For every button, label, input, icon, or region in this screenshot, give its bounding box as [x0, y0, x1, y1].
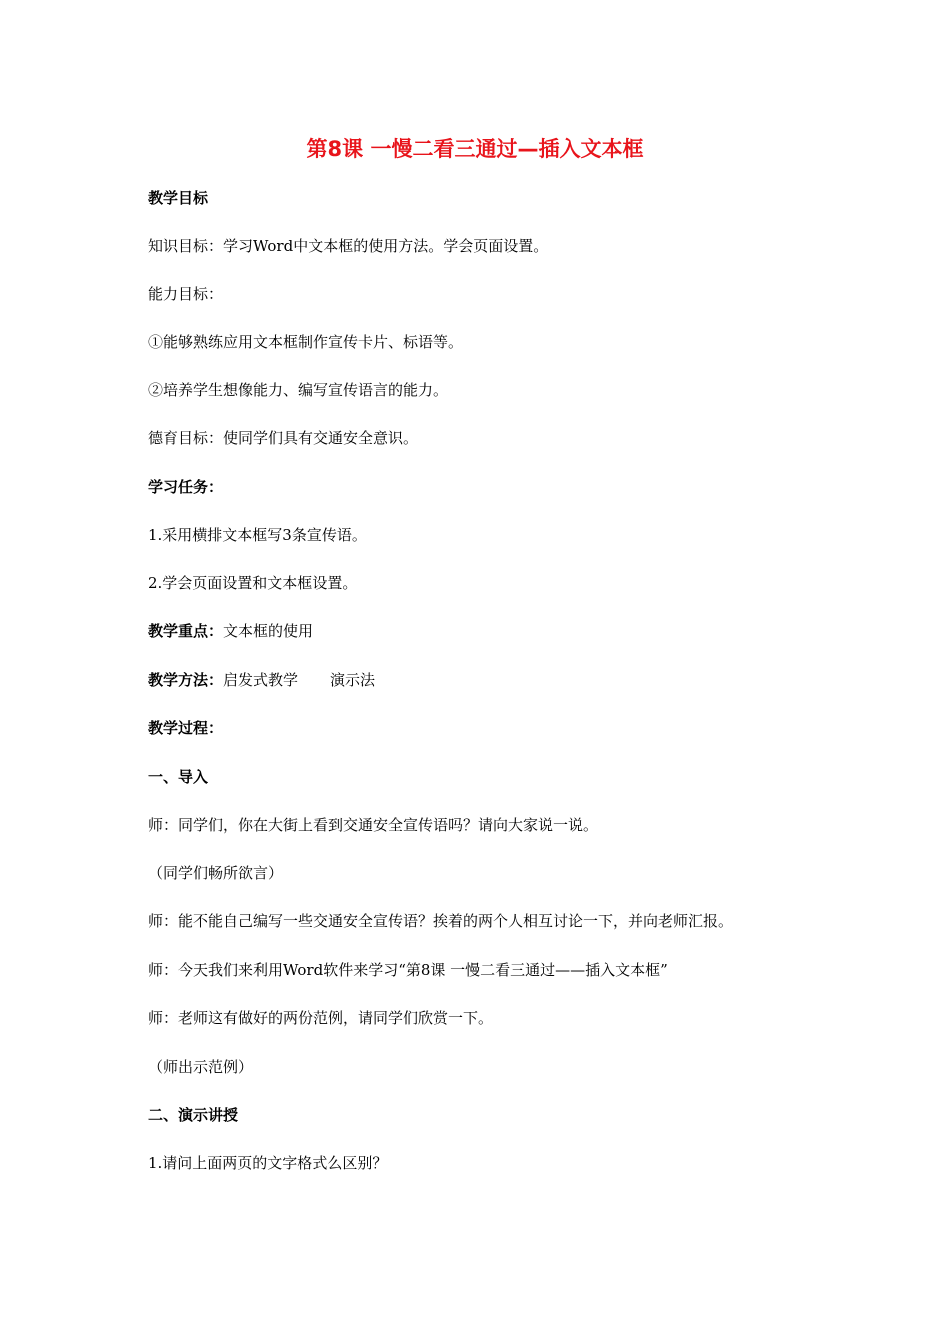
paragraph-4: 师：今天我们来利用Word软件来学习“第8课 一慢二看三通过——插入文本框” — [148, 961, 668, 979]
teaching-focus — [148, 621, 313, 641]
ability-goal: 能力目标： — [148, 285, 224, 303]
teaching-method — [148, 670, 375, 690]
teaching-method-value-1: 启发式教学 — [223, 671, 299, 689]
section-1-heading: 一、导入 — [148, 768, 209, 786]
paragraph-6: （师出示范例） — [148, 1058, 254, 1076]
paragraph-5: 师：老师这有做好的两份范例，请同学们欣赏一下。 — [148, 1009, 494, 1027]
teaching-method-label: 教学方法： — [148, 671, 224, 689]
knowledge-goal: 知识目标：学习Word中文本框的使用方法。学会页面设置。 — [148, 237, 549, 255]
paragraph-3: 师：能不能自己编写一些交通安全宣传语？挨着的两个人相互讨论一下，并向老师汇报。 — [148, 912, 734, 930]
paragraph-1: 师：同学们，你在大街上看到交通安全宣传语吗？请向大家说一说。 — [148, 816, 599, 834]
teaching-method-value-2: 演示法 — [330, 671, 376, 689]
task-2: 2.学会页面设置和文本框设置。 — [148, 574, 358, 592]
task-1: 1.采用横排文本框写3条宣传语。 — [148, 526, 367, 544]
paragraph-7: 1.请问上面两页的文字格式么区别？ — [148, 1154, 388, 1172]
objectives-heading: 教学目标 — [148, 189, 209, 207]
moral-goal: 德育目标：使同学们具有交通安全意识。 — [148, 429, 419, 447]
teaching-focus-value: 文本框的使用 — [223, 622, 314, 640]
section-2-heading: 二、演示讲授 — [148, 1106, 239, 1124]
ability-item-1: ①能够熟练应用文本框制作宣传卡片、标语等。 — [148, 333, 464, 351]
ability-item-2: ②培养学生想像能力、编写宣传语言的能力。 — [148, 381, 449, 399]
teaching-focus-label: 教学重点： — [148, 622, 224, 640]
paragraph-2: （同学们畅所欲言） — [148, 864, 284, 882]
page-title: 第8课 一慢二看三通过—插入文本框 — [306, 137, 644, 161]
process-heading: 教学过程： — [148, 719, 224, 737]
tasks-heading: 学习任务： — [148, 478, 224, 496]
